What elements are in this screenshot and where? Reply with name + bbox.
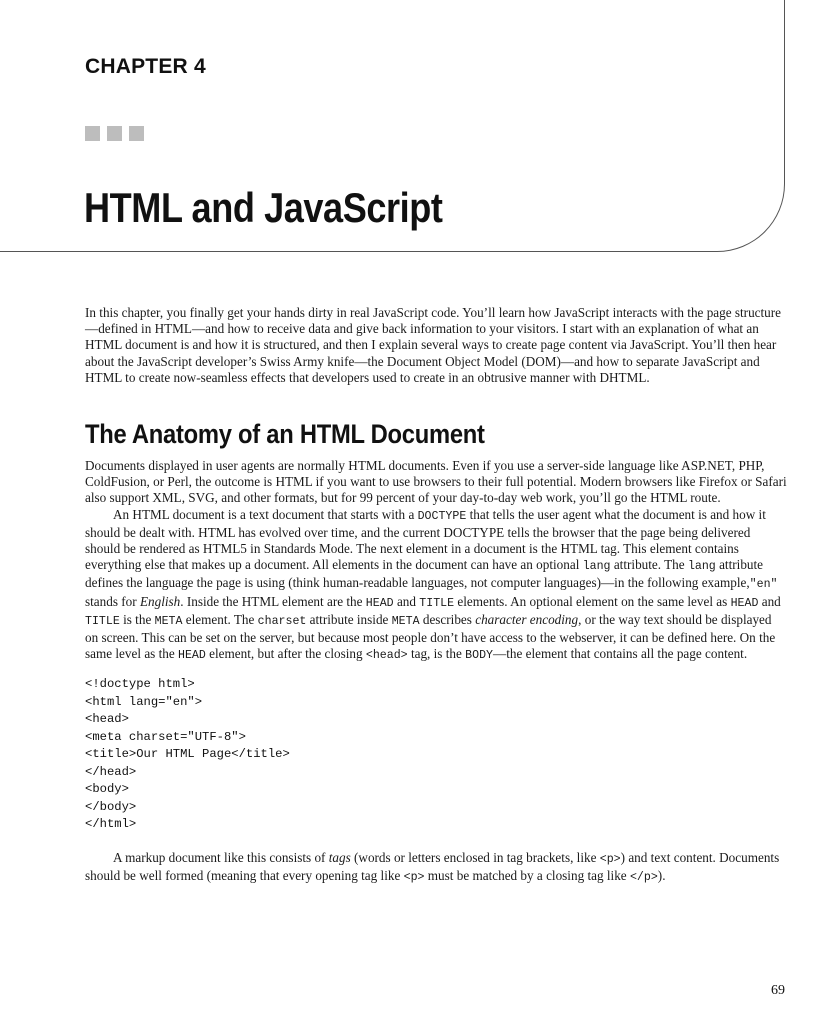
emphasis: tags	[328, 849, 351, 865]
text-run: tag, is the	[407, 646, 466, 662]
text-run: and	[758, 593, 781, 609]
code-listing: <!doctype html> <html lang="en"> <head> <meta charset="UTF-8"> <title>Our HTML Page</title> </head> <body> </body> </html>	[85, 677, 290, 832]
text-run: ).	[657, 868, 666, 884]
inline-code: DOCTYPE	[417, 509, 467, 523]
text-run: , or the way text should be displayed on screen. This can be set on the server, but because most people don’t have access to the webserver, it can be defined here. On the same level as the	[85, 611, 776, 662]
text-run: ) and text content. Documents should be well formed (meaning that every opening tag like	[85, 849, 780, 884]
page-content	[85, 305, 787, 886]
inline-code: META	[154, 614, 183, 628]
inline-code: <p>	[403, 871, 425, 885]
page-number: 69	[771, 983, 785, 998]
text-run: and	[393, 593, 420, 609]
inline-code: <head>	[365, 649, 408, 663]
inline-code: TITLE	[419, 596, 455, 610]
body-paragraph-2	[85, 507, 787, 665]
text-run: stands for	[85, 593, 140, 609]
text-run: that tells the user agent what the document is and how it should be dealt with. HTML has evolved over time, and the current DOCTYPE tells the browser that the page being delivered should be rendered as HTML5 in Standards Mode. The next element in a document is the HTML tag. This element contains everything else that makes up a document. All elements in the document can have an optional	[85, 506, 766, 573]
inline-code: HEAD	[730, 596, 759, 610]
section-heading: The Anatomy of an HTML Document	[85, 419, 485, 450]
text-run: attribute defines the language the page is using (think human-readable languages, not computer languages)—in the following example,	[85, 557, 764, 591]
inline-code: BODY	[465, 649, 493, 663]
inline-code: <p>	[599, 852, 621, 866]
text-run: attribute inside	[306, 611, 392, 627]
inline-code: "en"	[749, 578, 778, 592]
emphasis: English	[139, 593, 181, 609]
square-icon	[129, 126, 144, 141]
chapter-label: CHAPTER 4	[85, 55, 206, 78]
inline-code: charset	[257, 614, 307, 628]
square-icon	[85, 126, 100, 141]
text-run: . Inside the HTML element are the	[180, 593, 366, 609]
text-run: —the element that contains all the page content.	[493, 646, 748, 662]
text-run: element. The	[182, 611, 258, 627]
inline-code: lang	[582, 560, 611, 574]
inline-code: META	[391, 614, 420, 628]
text-run: (words or letters enclosed in tag brackets, like	[350, 849, 600, 865]
chapter-title: HTML and JavaScript	[84, 184, 443, 231]
inline-code: TITLE	[85, 614, 120, 628]
text-run: must be matched by a closing tag like	[424, 868, 630, 884]
intro-paragraph: In this chapter, you finally get your hands dirty in real JavaScript code. You’ll learn how JavaScript interacts with the page structure—defined in HTML—and how to receive data and give back information to your visitors. I start with an explanation of what an HTML document is and how it is structured, and then I explain several ways to create page content via JavaScript. You’ll then hear about the JavaScript developer’s Swiss Army knife—the Document Object Model (DOM)—and how to separate JavaScript and HTML to create now-seamless effects that developers used to create in an obtrusive manner with DHTML.	[85, 305, 782, 385]
emphasis: character encoding	[475, 611, 579, 627]
text-run: element, but after the closing	[205, 646, 366, 662]
text-run: elements. An optional element on the same level as	[454, 593, 731, 609]
text-run: An HTML document is a text document that starts with a	[113, 506, 418, 522]
square-icon	[107, 126, 122, 141]
text-run: attribute. The	[610, 557, 688, 573]
body-paragraph-3	[85, 850, 787, 886]
inline-code: HEAD	[365, 596, 394, 610]
inline-code: lang	[687, 560, 716, 574]
inline-code: </p>	[629, 871, 658, 885]
text-run: A markup document like this consists of	[113, 849, 329, 865]
text-run: is the	[119, 611, 155, 627]
body-paragraph-1: Documents displayed in user agents are normally HTML documents. Even if you use a server-side language like ASP.NET, PHP, ColdFusion, or Perl, the outcome is HTML if you want to use browsers to their full potential. Modern browsers like Firefox or Safari also support XML, SVG, and other formats, but for 99 percent of your day-to-day web work, you’ll go the HTML route.	[85, 458, 787, 506]
decorative-squares	[85, 126, 144, 141]
inline-code: HEAD	[178, 649, 206, 663]
text-run: describes	[419, 611, 476, 627]
